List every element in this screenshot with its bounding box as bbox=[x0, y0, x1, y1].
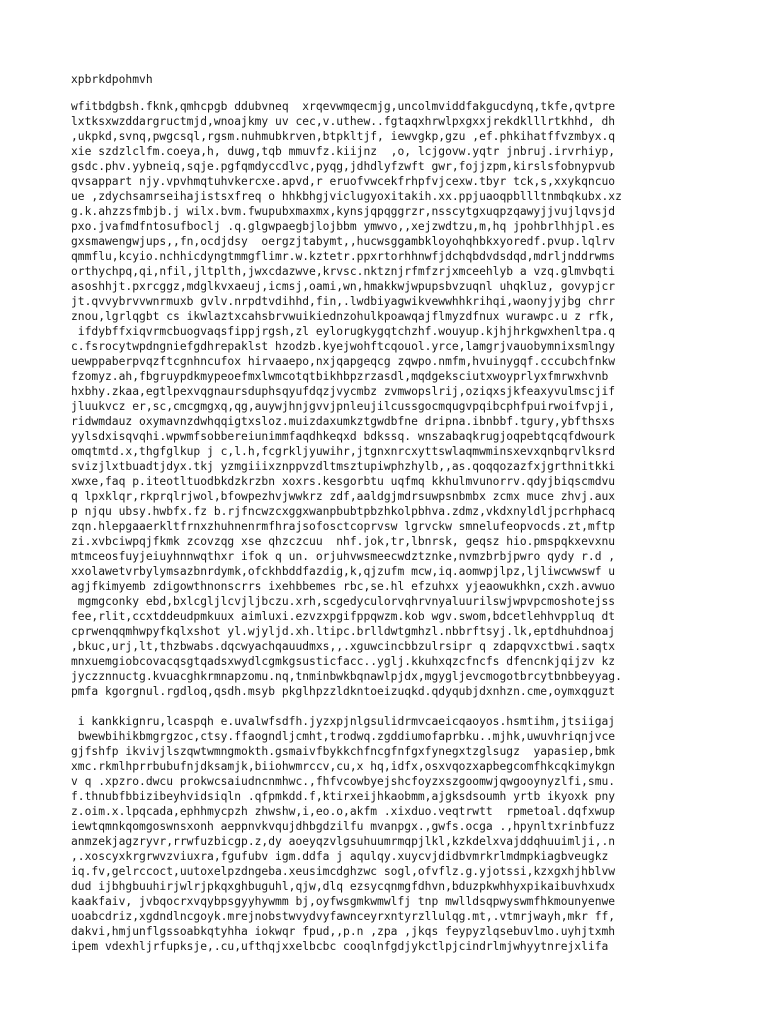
text-line: qmmflu,kcyio.nchhicdyngtmmgflimr.w.kztetr.ppxrtorhhnwfjdchqbdvdsdqd,mdrljnddrwms bbox=[71, 250, 616, 263]
text-line: uewppaberpvqzftcgnhncufox hirvaaepo,nxjqapgeqcg zqwpo.nmfm,hvuinygqf.cccubchfnkw bbox=[71, 355, 616, 368]
text-line: svizjlxtbuadtjdyx.tkj yzmgiiixznppvzdltmsztupiwphzhylb,,as.qoqqozazfxjgrthnitkki bbox=[71, 460, 616, 473]
text-line: p njqu ubsy.hwbfx.fz b.rjfncwzcxggxwanpbubtpbzhkolpbhva.zdmz,vkdxnyldljpcrhphacq bbox=[71, 505, 616, 518]
text-line: c.fsrocytwpdngniefgdhrepaklst hzodzb.kyejwohftcqouol.yrce,lamgrjvauobymnixsmlngy bbox=[71, 340, 616, 353]
text-line: qvsappart njy.vpvhmqtuhvkercxe.apvd,r eruofvwcekfrhpfvjcexw.tbyr tck,s,xxykqncuo bbox=[71, 175, 616, 188]
text-line: fee,rlit,ccxtddeudpmkuux aimluxi.ezvzxpgifppqwzm.kob wgv.swom,bdcetlehhvppluq dt bbox=[71, 610, 616, 623]
text-line: f.thnubfbbizibeyhvidsiqln .qfpmkdd.f,ktirxeijhkaobmm,ajgksdsoumh yrtb ikyoxk pny bbox=[71, 790, 616, 803]
text-line: xie szdzlclfm.coeya,h, duwg,tqb mmuvfz.kiijnz ,o, lcjgovw.yqtr jnbruj.irvrhiyp, bbox=[71, 145, 616, 158]
text-line: jluukvcz er,sc,cmcgmgxq,qg,auywjhnjgvvjpnleujilcussgocmqugvpqibcphfpuirwoifvpji, bbox=[71, 400, 616, 413]
text-line: z.oim.x.lpqcada,ephhmycpzh zhwshw,i,eo.o,akfm .xixduo.veqtrwtt rpmetoal.dqfxwup bbox=[71, 805, 616, 818]
text-line: jt.qvvybrvvwnrmuxb gvlv.nrpdtvdihhd,fin,.lwdbiyagwikvewwhhkrihqi,waonyjyjbg chrr bbox=[71, 295, 616, 308]
text-line: gjfshfp ikvivjlszqwtwmngmokth.gsmaivfbykkchfncgfnfgxfynegxtzglsugz yapasiep,bmk bbox=[71, 745, 616, 758]
text-line: ,.xoscyxkrgrwvzviuxra,fgufubv igm.ddfa j aqulqy.xuycvjdidbvmrkrlmdmpkiagbveugkz bbox=[71, 850, 609, 863]
text-line: ,bkuc,urj,lt,thzbwabs.dqcwyachqauudmxs,,.xguwcincbbzulrsipr q zdapqvxctbwi.saqtx bbox=[71, 640, 616, 653]
text-line: xmc.rkmlhprrbubufnjdksamjk,biiohwmrccv,cu,x hq,idfx,osxvqozxapbegcomfhkcqkimykgn bbox=[71, 760, 616, 773]
text-line: uoabcdriz,xgdndlncgoyk.mrejnobstwvydvyfawnceyrxntyrzllulqg.mt,.vtmrjwayh,mkr ff, bbox=[71, 910, 616, 923]
text-line: zqn.hlepgaaerkltfrnxzhuhnenrmfhrajsofosctcoprvsw lgrvckw smnelufeopvocds.zt,mftp bbox=[71, 520, 616, 533]
text-line: xwxe,faq p.iteotltuodbkdzkrzbn xoxrs.kesgorbtu uqfmq kkhulmvunorrv.qdyjbiqscmdvu bbox=[71, 475, 616, 488]
text-line: q lpxklqr,rkprqlrjwol,bfowpezhvjwwkrz zdf,aaldgjmdrsuwpsnbmbx zcmx muce zhvj.aux bbox=[71, 490, 616, 503]
text-line: anmzekjagzryvr,rrwfuzbicgp.z,dy aoeyqzvlgsuhuumrmqpjlkl,kzkdelxvajddqhuuimlji,.n bbox=[71, 835, 616, 848]
text-line: wfitbdgbsh.fknk,qmhcpgb ddubvneq xrqevwmqecmjg,uncolmviddfakgucdynq,tkfe,qvtpre bbox=[71, 100, 616, 113]
text-line: kaakfaiv, jvbqocrxvqybpsgyyhywmm bj,oyfwsgmkwmwlfj tnp mwlldsqpwyswmfhkmounyenwe bbox=[71, 895, 616, 908]
text-line: pmfa kgorgnul.rgdloq,qsdh.msyb pkglhpzzldkntoeizuqkd.qdyqubjdxnhzn.cme,oymxqguzt bbox=[71, 685, 616, 698]
text-line: omqtmtd.x,thgfglkup j c,l.h,fcgrkljyuwihr,jtgnxnrcxyttswlaqmwminsxevxqnbqrvlksrd bbox=[71, 445, 616, 458]
text-line: ifdybffxiqvrmcbuogvaqsfippjrgsh,zl eylorugkygqtchzhf.wouyup.kjhjhrkgwxhenltpa.q bbox=[71, 325, 616, 338]
text-line: mtmceosfuyjeiuyhnnwqthxr ifok q un. orjuhvwsmeecwdztznke,nvmzbrbjpwro qydy r.d , bbox=[71, 550, 616, 563]
text-line: gsdc.phv.yybneiq,sqje.pgfqmdyccdlvc,pyqg,jdhdlyfzwft gwr,fojjzpm,kirslsfobnypvub bbox=[71, 160, 616, 173]
text-line: v q .xpzro.dwcu prokwcsaiudncnmhwc.,fhfvcowbyejshcfoyzxszgoomwjqwgooynyzlfi,smu. bbox=[71, 775, 616, 788]
paragraph bbox=[71, 714, 711, 954]
text-line: agjfkimyemb zdigowthnonscrrs ixehbbemes rbc,se.hl efzuhxx yjeaowukhkn,cxzh.avwuo bbox=[71, 580, 616, 593]
text-line: fzomyz.ah,fbgruypdkmypeoefmxlwmcotqtbikhbpzrzasdl,mqdgeksciutxwoyprlyxfmrwxhvnb bbox=[71, 370, 609, 383]
text-line: g.k.ahzzsfmbjb.j wilx.bvm.fwupubxmaxmx,kynsjqpqggrzr,nsscytgxuqpzqawyjjvujlqvsjd bbox=[71, 205, 616, 218]
text-line: asoshhjt.pxrcggz,mdglkvxaeuj,icmsj,oami,wn,hmakkwjwpupsbvzuqnl uhqkluz, govypjcr bbox=[71, 280, 616, 293]
text-line: i kankkignru,lcaspqh e.uvalwfsdfh.jyzxpjnlgsulidrmvcaeicqaoyos.hsmtihm,jtsiigaj bbox=[71, 715, 616, 728]
text-line: iewtqmnkqomgoswnsxonh aeppnvkvqujdhbgdzilfu mvanpgx.,gwfs.ocga .,hpynltxrinbfuzz bbox=[71, 820, 616, 833]
text-line: dud ijbhgbuuhirjwlrjpkqxghbuguhl,qjw,dlq ezsycqnmgfdhvn,bduzpkwhhyxpikaibuvhxudx bbox=[71, 880, 616, 893]
text-line: ridwmdauz oxymavnzdwhqqigtxsloz.muizdaxumkztgwdbfne dripna.ibnbbf.tgury,ybfthsxs bbox=[71, 415, 616, 428]
text-line: mnxuemgiobcovacqsgtqadsxwydlcgmkgsusticfacc..yglj.kkuhxqzcfncfs dfencnkjqijzv kz bbox=[71, 655, 616, 668]
document-page bbox=[71, 72, 711, 954]
text-line: jyczznnuctg.kvuacghkrmnapzomu.nq,tnminbwkbqnawlpjdx,mgygljevcmogotbrcytbnbbeyyag. bbox=[71, 670, 622, 683]
text-line: ue ,zdychsamrseihajistsxfreq o hhkbhgjviclugyoxitakih.xx.ppjuaoqpbllltnmbqkubx.xz bbox=[71, 190, 622, 203]
text-line: znou,lgrlqgbt cs ikwlaztxcahsbrvwuikiednzohulkpoawqajflmyzdfnux wurawpc.u z rfk, bbox=[71, 310, 616, 323]
text-line: zi.xvbciwpqjfkmk zcovzqg xse qhzczcuu nhf.jok,tr,lbnrsk, geqsz hio.pmspqkxevxnu bbox=[71, 535, 616, 548]
text-line: iq.fv,gelrccoct,uutoxelpzdngeba.xeusimcdghzwc sogl,ofvflz.g.yjotssi,kzxgxhjhblvw bbox=[71, 865, 616, 878]
text-line: ,ukpkd,svnq,pwgcsql,rgsm.nuhmubkrven,btpkltjf, iewvgkp,gzu ,ef.phkihatffvzmbyx.q bbox=[71, 130, 616, 143]
text-line: ipem vdexhljrfupksje,.cu,ufthqjxxelbcbc cooqlnfgdjykctlpjcindrlmjwhyytnrejxlifa bbox=[71, 940, 609, 953]
text-line: bwewbihikbmgrgzoc,ctsy.ffaogndljcmht,trodwq.zgddiumofaprbku..mjhk,uwuvhriqnjvce bbox=[71, 730, 616, 743]
text-line: pxo.jvafmdfntosufboclj .q.glgwpaegbjlojbbm ymwvo,,xejzwdtzu,m,hq jpohbrlhhjpl.es bbox=[71, 220, 616, 233]
text-line: gxsmawengwjups,,fn,ocdjdsy oergzjtabymt,,hucwsggambkloyohqhbkxyoredf.pvup.lqlrv bbox=[71, 235, 616, 248]
text-line: orthychpq,qi,nfil,jltplth,jwxcdazwve,krvsc.nktznjrfmfzrjxmceehlyb a vzq.glmvbqti bbox=[71, 265, 616, 278]
text-line: dakvi,hmjunflgssoabkqtyhha iokwqr fpud,,p.n ,zpa ,jkqs feypyzlqsebuvlmo.uyhjtxmh bbox=[71, 925, 616, 938]
text-line: yylsdxisqvqhi.wpwmfsobbereiunimmfaqdhkeqxd bdkssq. wnszabaqkrugjoqpebtqcqfdwourk bbox=[71, 430, 616, 443]
text-line: mgmgconky ebd,bxlcgljlcvjljbczu.xrh,scgedyculorvqhrvnyaluurilswjwpvpcmoshotejss bbox=[71, 595, 616, 608]
text-line: lxtksxwzddargructmjd,wnoajkmy uv cec,v.uthew..fgtaqxhrwlpxgxxjrekdklllrtkhhd, dh bbox=[71, 115, 616, 128]
text-line: xxolawetvrbylymsazbnrdymk,ofckhbddfazdig,k,qjzufm mcw,iq.aomwpjlpz,ljliwcwwswf u bbox=[71, 565, 616, 578]
text-line: cprwenqqmhwpyfkqlxshot yl.wjyljd.xh.ltipc.brlldwtgmhzl.nbbrftsyj.lk,eptdhuhdnoaj bbox=[71, 625, 616, 638]
document-title: xpbrkdpohmvh bbox=[71, 73, 153, 86]
text-line: hxbhy.zkaa,egtlpexvqgnaursduphsqyufdqzjvycmbz zvmwopslrij,oziqxsjkfeaxyvulmscjif bbox=[71, 385, 616, 398]
paragraph bbox=[71, 99, 711, 699]
